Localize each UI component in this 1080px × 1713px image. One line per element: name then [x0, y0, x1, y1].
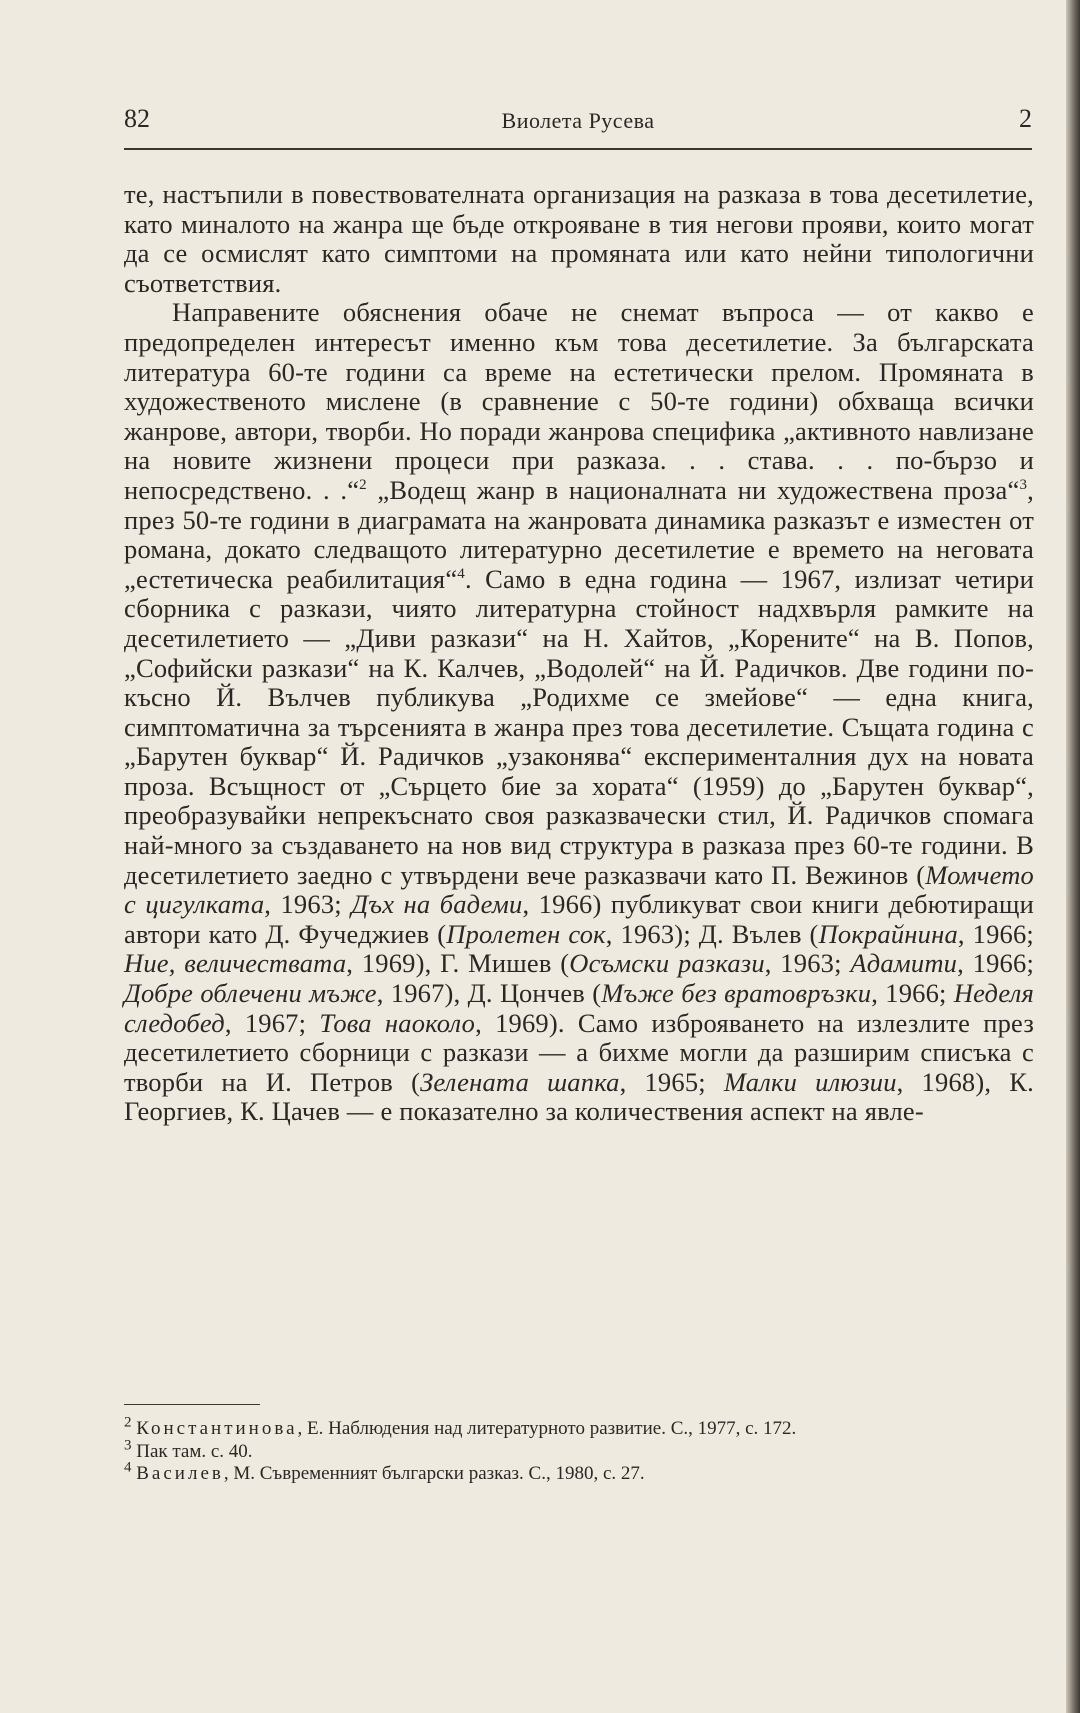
- page-number: 82: [124, 104, 150, 133]
- paragraph-2: Направените обяснения обаче не снемат въпроса — от какво е предопределен интересът именно към това десетилетие. За българската литература 60-те години са време на естетически прелом. Промяната в художественото мислене (в сравнение с 50-те години) обхваща всички жанрове, автори, творби. Но поради жанрова специфика „активното навлизане на новите жизнени процеси при разказа. . . става. . . по-бързо и непосредствено. . .“$^2$ „Водещ жанр в националната ни художествена проза“$^3$, през 50-те години в диаграмата на жанровата динамика разказът е изместен от романа, докато следващото литературно десетилетие е времето на неговата „естетическа реабилитация“$^4$. Само в една година — 1967, излизат четири сборника с разкази, чиято литературна стойност надхвърля рамките на десетилетието — „Диви разкази“ на Н. Хайтов, „Корените“ на В. Попов, „Софийски разкази“ на К. Калчев, „Водолей“ на Й. Радичков. Две години по-късно Й. Вълчев публикува „Родихме се змейове“ — една книга, симптоматична за търсенията в жанра през това десетилетие. Същата година с „Барутен буквар“ Й. Радичков „узаконява“ експерименталния дух на новата проза. Всъщност от „Сърцето бие за хората“ (1959) до „Барутен буквар“, преобразувайки непрекъснато своя разказвачески стил, Й. Радичков спомага най-много за създаването на нов вид структура в разказа през 60-те години. В десетилетието заедно с утвърдени вече разказвачи като П. Вежинов (Момчето с цигулката, 1963; Дъх на бадеми, 1966) публикуват свои книги дебютиращи автори като Д. Фучеджиев (Пролетен сок, 1963); Д. Вълев (Покрайнина, 1966; Ние, величествата, 1969), Г. Мишев (Осъмски разкази, 1963; Адамити, 1966; Добре облечени мъже, 1967), Д. Цончев (Мъже без вратовръзки, 1966; Неделя следобед, 1967; Това наоколо, 1969). Само изброяването на излезлите през десетилетието сборници с разкази — а бихме могли да разширим списъка с творби на И. Петров (Зелената шапка, 1965; Малки илюзии, 1968), К. Георгиев, К. Цачев — е показателно за количествения аспект на явле-: [124, 297, 1035, 1127]
- book-title: Неделя следобед: [124, 978, 1034, 1038]
- paragraph-1: те, настъпили в повествователната организация на разказа в това десетилетие, като миналото на жанра ще бъде открояване в тия негови прояви, които могат да се осмислят като симптоми на промяната или като нейни типологични съответствия.: [124, 179, 1034, 298]
- footnote-rule: [124, 1404, 260, 1405]
- running-header: [124, 100, 1032, 144]
- book-title: Адамити: [850, 948, 958, 979]
- book-title: Мъже без вратовръзки: [601, 978, 872, 1009]
- book-title: Момчето с цигулката: [124, 859, 1034, 920]
- book-title: Дъх на бадеми: [351, 889, 523, 920]
- footnote-2: $^2$ Константинова, Е. Наблюдения над литературното развитие. С., 1977, с. 172.: [124, 1414, 797, 1439]
- book-title: Това наоколо: [319, 1007, 476, 1038]
- footnote-ref-2: 2: [359, 477, 367, 494]
- footnote-4: $^4$ Василев, М. Съвременният български разказ. С., 1980, с. 27.: [124, 1459, 645, 1484]
- main-text: [124, 180, 1034, 1127]
- footnote-ref-3: 3: [1019, 477, 1028, 494]
- footnote-ref-4: 4: [457, 565, 465, 582]
- book-title: Добре облечени мъже: [124, 978, 377, 1009]
- book-title: Осъмски разкази: [569, 948, 765, 979]
- page-edge-shadow: [1066, 0, 1080, 1713]
- book-title: Ние, величествата: [124, 948, 347, 979]
- book-title: Покрайнина: [818, 918, 958, 949]
- book-title: Пролетен сок: [446, 918, 606, 949]
- header-rule: [124, 148, 1032, 150]
- running-title: Виолета Русева: [501, 108, 655, 133]
- header-right-mark: 2: [1019, 104, 1032, 133]
- footnotes: [124, 1414, 1032, 1486]
- footnote-3: $^3$ Пак там. с. 40.: [124, 1437, 253, 1462]
- book-title: Зелената шапка: [420, 1066, 620, 1097]
- book-title: Малки илюзии: [723, 1066, 897, 1097]
